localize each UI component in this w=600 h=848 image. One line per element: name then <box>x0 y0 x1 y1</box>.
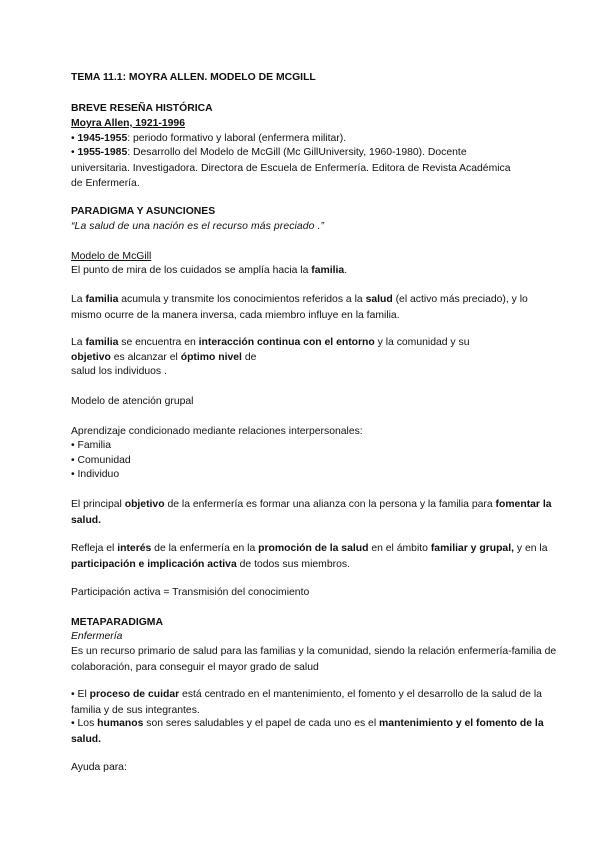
quote: “La salud de una nación es el recurso más preciado .” <box>71 221 325 232</box>
paragraph-family-knowledge: La familia acumula y transmite los conocimientos referidos a la salud (el activo más preciado), y lo mismo ocurre de la manera inversa, cada miembro influye en la familia. <box>71 294 528 321</box>
subheading-nursing: Enfermería <box>71 631 123 642</box>
section-heading-history: BREVE RESEÑA HISTÓRICA <box>71 103 213 114</box>
paragraph-interaction-line3: salud los individuos . <box>71 366 167 377</box>
paragraph-interest: Refleja el interés de la enfermería en la promoción de la salud en el ámbito familiar y grupal, y en la participación e implicación activa de todos sus miembros. <box>71 543 548 570</box>
list-item: • Individuo <box>71 469 120 480</box>
bullet-humans: • Los humanos son seres saludables y el papel de cada uno es el mantenimiento y el fomento de la salud. <box>71 718 544 745</box>
paragraph-focus: El punto de mira de los cuidados se amplía hacia la familia. <box>71 265 348 276</box>
bullet-care-process: • El proceso de cuidar está centrado en el mantenimiento, el fomento y el desarrollo de la salud de la familia y de sus integrantes. <box>71 689 542 716</box>
paragraph-active-participation: Participación activa = Transmisión del conocimiento <box>71 587 310 598</box>
history-bullet-1: • 1945-1955: periodo formativo y laboral (enfermera militar). <box>71 133 347 144</box>
list-item: • Comunidad <box>71 455 131 466</box>
years-1: 1945-1955 <box>77 133 128 144</box>
years-2: 1955-1985 <box>77 147 128 158</box>
paragraph-help-for: Ayuda para: <box>71 762 127 773</box>
paragraph-objective: El principal objetivo de la enfermería es formar una alianza con la persona y la familia para fomentar la salud. <box>71 499 552 526</box>
paragraph-nursing: Es un recurso primario de salud para las familias y la comunidad, siendo la relación enfermería-familia de colaboración, para conseguir el mayor grado de salud <box>71 646 557 673</box>
document-title: TEMA 11.1: MOYRA ALLEN. MODELO DE MCGILL <box>71 72 316 83</box>
paragraph-learning: Aprendizaje condicionado mediante relaciones interpersonales: <box>71 426 363 437</box>
author-dates: Moyra Allen, 1921-1996 <box>71 118 185 129</box>
section-heading-paradigm: PARADIGMA Y ASUNCIONES <box>71 206 216 217</box>
history-bullet-2: • 1955-1985: Desarrollo del Modelo de McGill (Mc GillUniversity, 1960-1980). Docente universitaria. Investigadora. Directora de Escuela de Enfermería. Editora de Revista Académica de Enfermería. <box>71 147 511 189</box>
paragraph-interaction-line1: La familia se encuentra en interacción continua con el entorno y la comunidad y su <box>71 337 470 348</box>
list-item: • Familia <box>71 440 112 451</box>
model-label: Modelo de McGill <box>71 251 152 262</box>
section-heading-metaparadigm: METAPARADIGMA <box>71 617 163 628</box>
paragraph-interaction-line2: objetivo es alcanzar el óptimo nivel de <box>71 352 257 363</box>
paragraph-group-model: Modelo de atención grupal <box>71 396 194 407</box>
